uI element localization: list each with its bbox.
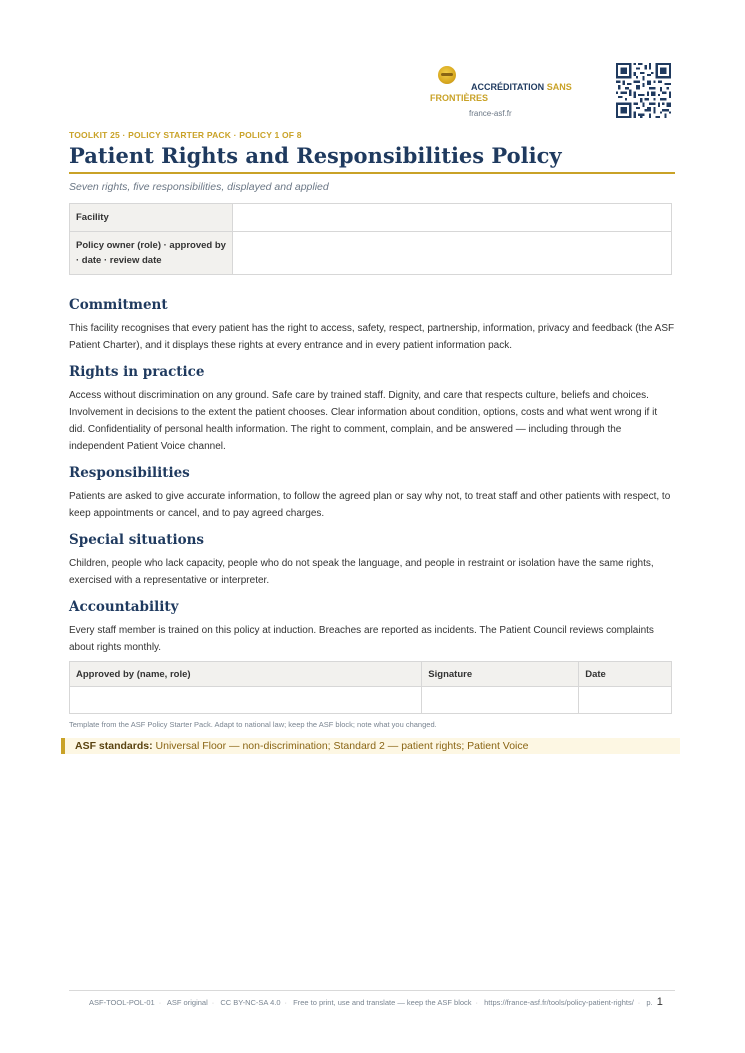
approval-entry-row xyxy=(70,687,672,714)
approval-header-signature: Signature xyxy=(422,662,579,687)
page-subtitle: Seven rights, five responsibilities, displayed and applied xyxy=(69,181,329,193)
standards-label: ASF standards: xyxy=(75,740,153,752)
footer-usage-note: Free to print, use and translate — keep the ASF block xyxy=(293,998,472,1007)
approval-header-approved-by: Approved by (name, role) xyxy=(70,662,422,687)
brand-name-part2: SANS FRONTIÈRES xyxy=(430,82,572,103)
approval-header-date: Date xyxy=(579,662,672,687)
template-note: Template from the ASF Policy Starter Pack. Adapt to national law; keep the ASF block; note what you changed. xyxy=(69,720,437,729)
qr-code-icon xyxy=(616,63,671,118)
meta-label-owner: Policy owner (role) · approved by · date · review date xyxy=(70,232,233,275)
meta-label-facility: Facility xyxy=(70,204,233,232)
section-heading-accountability: Accountability xyxy=(69,599,179,615)
meta-value-facility[interactable] xyxy=(233,204,672,232)
brand-name-part1: ACCRÉDITATION xyxy=(471,82,545,92)
approval-table xyxy=(69,661,672,714)
footer-page-number: 1 xyxy=(656,996,663,1008)
section-heading-commitment: Commitment xyxy=(69,297,168,313)
footer-rule xyxy=(69,990,675,991)
section-body-commitment: This facility recognises that every patient has the right to access, safety, respect, partnership, information, privacy and feedback (the ASF Patient Charter), and it displays these rights at every entrance and in every patient information pack. xyxy=(69,323,675,351)
page-title: Patient Rights and Responsibilities Policy xyxy=(69,143,562,168)
section-heading-responsibilities: Responsibilities xyxy=(69,465,190,481)
footer-url-link[interactable]: https://france-asf.fr/tools/policy-patient-rights/ xyxy=(484,998,634,1007)
asf-standards-callout xyxy=(61,738,680,754)
section-body-accountability: Every staff member is trained on this policy at induction. Breaches are reported as incidents. The Patient Council reviews complaints about rights monthly. xyxy=(69,625,654,653)
standards-text: Universal Floor — non-discrimination; Standard 2 — patient rights; Patient Voice xyxy=(155,740,529,752)
document-kicker: TOOLKIT 25 · POLICY STARTER PACK · POLICY 1 OF 8 xyxy=(69,130,302,140)
title-rule xyxy=(69,172,675,174)
approval-field-approved-by[interactable] xyxy=(70,687,422,714)
brand-name xyxy=(430,82,590,104)
meta-row-owner xyxy=(70,232,672,275)
brand-url[interactable]: france-asf.fr xyxy=(469,109,512,118)
approval-header-row xyxy=(70,662,672,687)
footer-license: CC BY-NC-SA 4.0 xyxy=(220,998,281,1007)
section-heading-special: Special situations xyxy=(69,532,205,548)
page-footer: ASF-TOOL-POL-01 · ASF original · CC BY-NC-SA 4.0 · Free to print, use and translate — keep the ASF block · https://france-asf.fr/tools/policy-patient-rights/ · p. 1 xyxy=(89,996,663,1008)
footer-doc-id: ASF-TOOL-POL-01 xyxy=(89,998,155,1007)
meta-value-owner[interactable] xyxy=(233,232,672,275)
policy-meta-table xyxy=(69,203,672,275)
section-heading-rights: Rights in practice xyxy=(69,364,205,380)
approval-field-signature[interactable] xyxy=(422,687,579,714)
section-body-responsibilities: Patients are asked to give accurate information, to follow the agreed plan or say why not, to treat staff and other patients with respect, to keep appointments or cancel, and to pay agreed charges. xyxy=(69,491,671,519)
footer-origin: ASF original xyxy=(166,998,208,1007)
footer-page-prefix: p. xyxy=(646,998,653,1007)
section-body-special: Children, people who lack capacity, people who do not speak the language, and people in restraint or isolation have the same rights, exercised with a representative or interpreter. xyxy=(69,558,654,586)
section-body-rights: Access without discrimination on any ground. Safe care by trained staff. Dignity, and care that respects culture, beliefs and choices. Involvement in decisions to the extent the patient chooses. Clear information about condition, options, costs and what went wrong if it did. Confidentiality of personal health information. The right to comment, complain, and be answered — including through the independent Patient Voice channel. xyxy=(69,390,658,452)
meta-row-facility xyxy=(70,204,672,232)
approval-field-date[interactable] xyxy=(579,687,672,714)
